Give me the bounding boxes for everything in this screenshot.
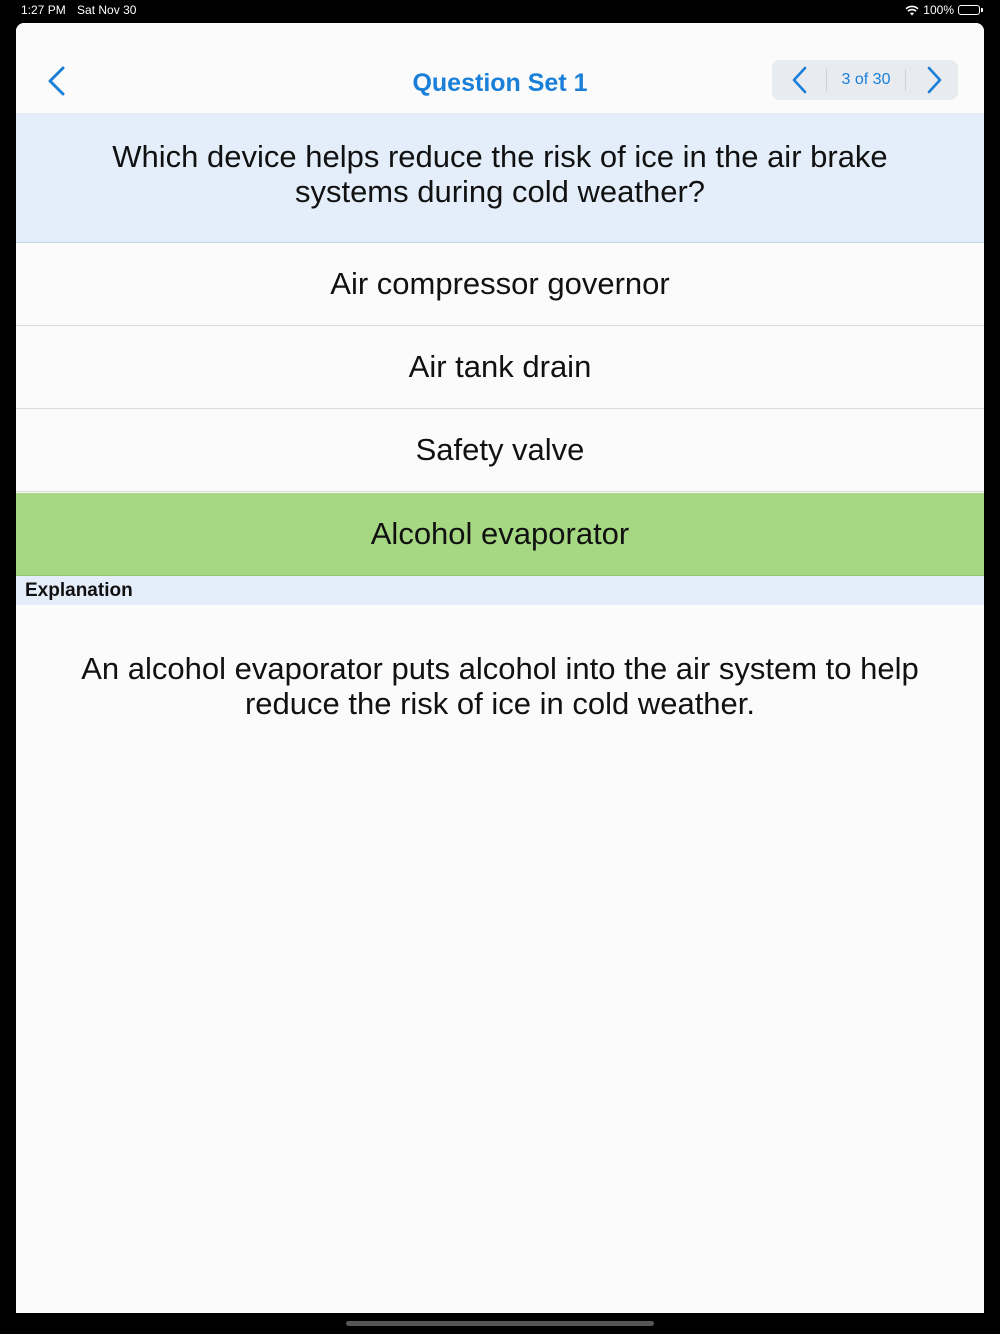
battery-percent: 100% (923, 3, 954, 17)
explanation-text: An alcohol evaporator puts alcohol into the air system to help reduce the risk of ice in cold weather. (81, 651, 919, 721)
status-right (905, 3, 984, 17)
question-text: Which device helps reduce the risk of ice in the air brake systems during cold weather? (112, 139, 888, 209)
nav-bar (16, 23, 984, 113)
answer-option-correct[interactable]: Alcohol evaporator (16, 493, 984, 576)
battery-icon (958, 4, 984, 16)
chevron-right-icon[interactable] (918, 64, 948, 96)
pager-label: 3 of 30 (826, 69, 906, 91)
home-indicator (346, 1321, 654, 1326)
chevron-left-icon[interactable] (786, 64, 816, 96)
answer-option[interactable]: Safety valve (16, 409, 984, 492)
question-box (16, 113, 984, 243)
status-date: Sat Nov 30 (77, 3, 137, 17)
explanation-label: Explanation (25, 580, 133, 601)
status-time: 1:27 PM (21, 3, 66, 17)
answer-option[interactable]: Air compressor governor (16, 243, 984, 326)
answer-option[interactable]: Air tank drain (16, 326, 984, 409)
page-title: Question Set 1 (412, 69, 588, 97)
status-left (21, 3, 144, 17)
wifi-icon (905, 5, 919, 16)
status-bar (0, 0, 1000, 22)
explanation-header (16, 576, 984, 605)
question-pager (772, 60, 958, 100)
app-window (16, 23, 984, 1313)
